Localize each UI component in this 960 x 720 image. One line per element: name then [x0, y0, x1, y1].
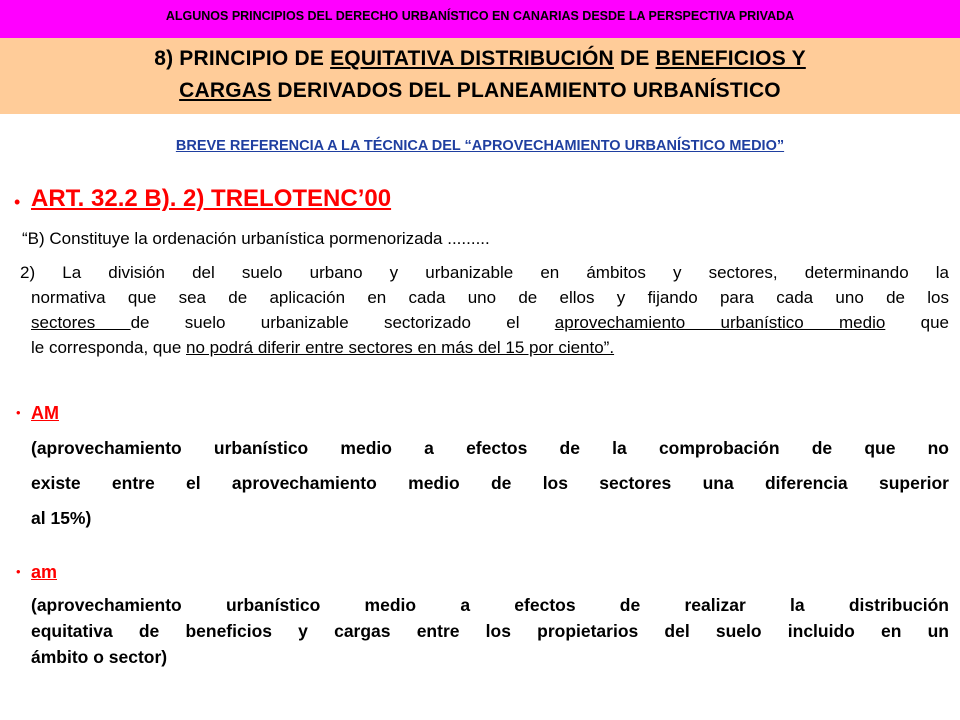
bullet-icon: •	[14, 192, 21, 212]
title-segment: DE	[613, 47, 656, 70]
underlined-text: sectores	[31, 313, 131, 332]
page-title-line-2	[0, 79, 960, 103]
article-quote: “B) Constituye la ordenación urbanística pormenorizada .........	[22, 229, 490, 248]
bullet-icon: •	[16, 405, 21, 420]
top-banner-text: ALGUNOS PRINCIPIOS DEL DERECHO URBANÍSTICO EN CANARIAS DESDE LA PERSPECTIVA PRIVADA	[165, 9, 795, 23]
am-upper-line: al 15%)	[31, 508, 92, 528]
title-segment-underlined: CARGAS	[179, 79, 272, 102]
underlined-text: no podrá diferir entre sectores en más del 15 por ciento”.	[186, 338, 615, 357]
paragraph-text: de suelo urbanizable sectorizado el	[130, 313, 555, 332]
title-segment: 8) PRINCIPIO DE	[154, 47, 331, 70]
top-banner	[0, 0, 960, 38]
title-segment-underlined: EQUITATIVA DISTRIBUCIÓN	[330, 47, 614, 70]
underlined-text: aprovechamiento urbanístico medio	[554, 313, 886, 332]
subheading: BREVE REFERENCIA A LA TÉCNICA DEL “APROVECHAMIENTO URBANÍSTICO MEDIO”	[175, 138, 785, 154]
am-upper-label: AM	[31, 403, 59, 423]
am-lower-line: (aprovechamiento urbanístico medio a efectos de realizar la distribución	[31, 595, 949, 615]
article-heading: ART. 32.2 B). 2) TRELOTENC’00	[31, 185, 392, 212]
am-upper-line: existe entre el aprovechamiento medio de los sectores una diferencia superior	[31, 473, 949, 493]
article-paragraph-line: normativa que sea de aplicación en cada uno de ellos y fijando para cada uno de los	[31, 288, 949, 307]
am-lower-label: am	[31, 562, 58, 582]
page-title-line-1	[0, 47, 960, 71]
paragraph-text: le corresponda, que	[31, 338, 186, 357]
title-box	[0, 38, 960, 114]
am-lower-line: equitativa de beneficios y cargas entre los propietarios del suelo incluido en un	[31, 621, 949, 641]
article-paragraph-line	[31, 336, 949, 360]
article-paragraph-line	[31, 311, 949, 335]
paragraph-text: que	[885, 313, 949, 332]
am-lower-line: ámbito o sector)	[31, 647, 168, 667]
bullet-icon: •	[16, 564, 21, 579]
title-segment-underlined: BENEFICIOS Y	[655, 47, 806, 70]
am-upper-line: (aprovechamiento urbanístico medio a efectos de la comprobación de que no	[31, 438, 949, 458]
title-segment: DERIVADOS DEL PLANEAMIENTO URBANÍSTICO	[271, 79, 781, 102]
article-paragraph-line: 2) La división del suelo urbano y urbanizable en ámbitos y sectores, determinando la	[20, 263, 949, 282]
